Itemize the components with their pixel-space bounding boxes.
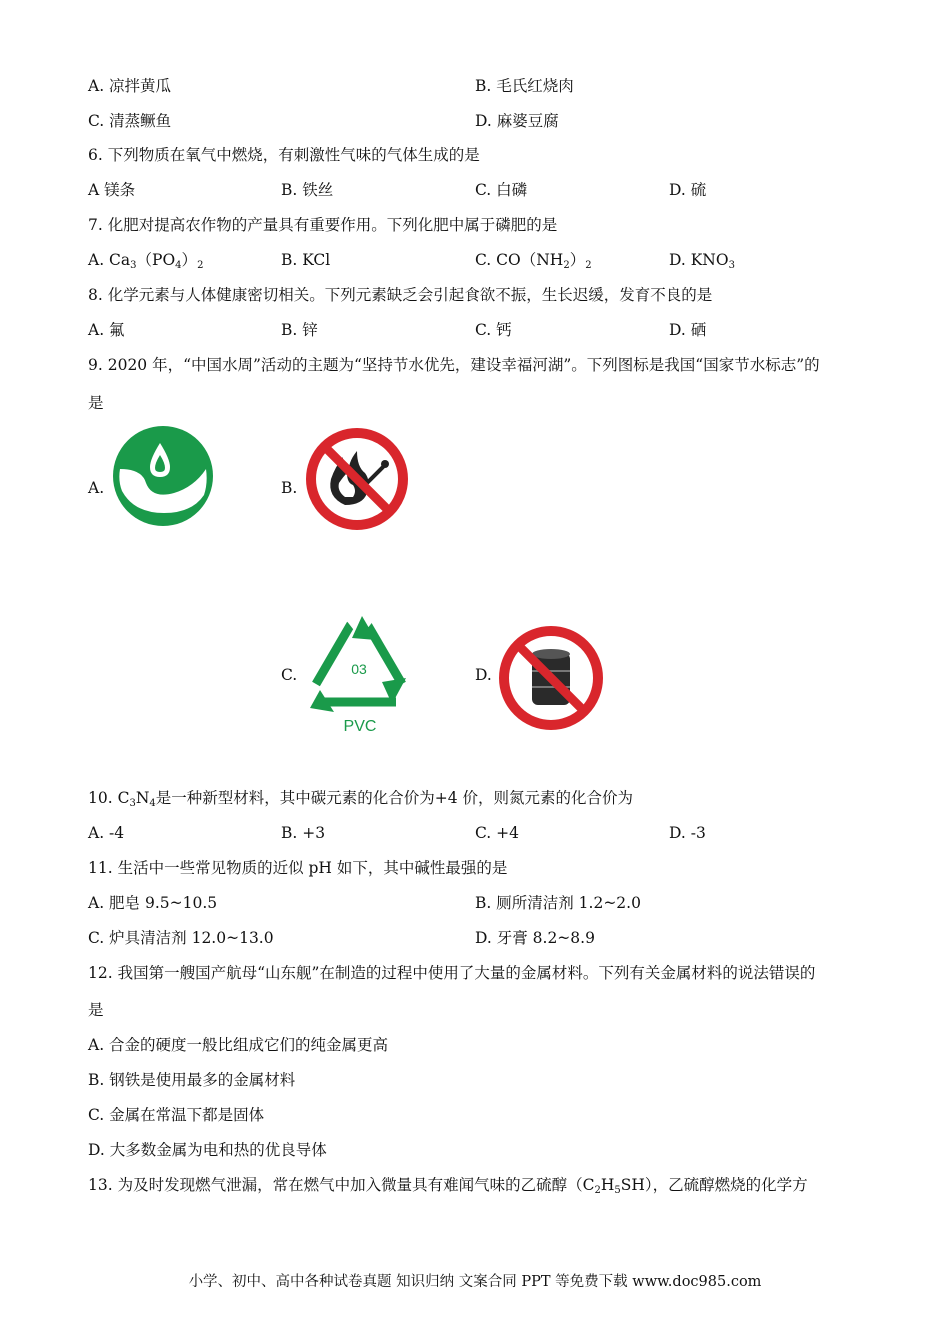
q11-option-c: C. 炉具清洁剂 12.0~13.0: [88, 929, 274, 947]
q11-option-d: D. 牙膏 8.2~8.9: [475, 929, 595, 947]
q6-option-c: C. 白磷: [475, 181, 528, 199]
q9-option-d-label: D.: [475, 666, 492, 684]
q10-stem: 10. $C_3N_4$是一种新型材料，其中碳元素的化合价为+4 价，则氮元素的化合价为: [88, 789, 634, 809]
q12-option-c: C. 金属在常温下都是固体: [88, 1106, 265, 1124]
q10-option-a: A. -4: [88, 824, 125, 842]
recycle-number: 03: [351, 661, 367, 677]
recycle-pvc-icon: [304, 612, 414, 742]
q5-option-a: A. 凉拌黄瓜: [88, 77, 172, 95]
q13-stem: 13. 为及时发现燃气泄漏，常在燃气中加入微量具有难闻气味的乙硫醇$(C_2H_5SH)$，乙硫醇燃烧的化学方: [88, 1176, 808, 1196]
water-saving-icon: [112, 425, 214, 531]
q5-option-c: C. 清蒸鳜鱼: [88, 112, 172, 130]
q5-option-b: B. 毛氏红烧肉: [475, 77, 574, 95]
q6-option-b: B. 铁丝: [281, 181, 334, 199]
q7-stem: 7. 化肥对提高农作物的产量具有重要作用。下列化肥中属于磷肥的是: [88, 216, 558, 234]
q7-option-d: D. $KNO_3$: [669, 251, 735, 271]
q9-stem-line2: 是: [88, 394, 104, 412]
page-footer: 小学、初中、高中各种试卷真题 知识归纳 文案合同 PPT 等免费下载 www.doc985.com: [188, 1274, 762, 1290]
q6-option-a: A 镁条: [88, 181, 136, 199]
q8-option-b: B. 锌: [281, 321, 318, 339]
q8-option-c: C. 钙: [475, 321, 512, 339]
q12-stem-line2: 是: [88, 1001, 104, 1019]
q12-option-d: D. 大多数金属为电和热的优良导体: [88, 1141, 327, 1159]
q8-stem: 8. 化学元素与人体健康密切相关。下列元素缺乏会引起食欲不振，生长迟缓，发育不良的是: [88, 286, 713, 304]
q11-stem: 11. 生活中一些常见物质的近似 pH 如下，其中碱性最强的是: [88, 859, 508, 877]
recycle-text: PVC: [343, 718, 377, 735]
q12-option-a: A. 合金的硬度一般比组成它们的纯金属更高: [88, 1036, 389, 1054]
q10-option-b: B. +3: [281, 824, 326, 842]
q9-option-a-label: A.: [88, 479, 105, 497]
q8-option-d: D. 硒: [669, 321, 707, 339]
q9-stem-line1: 9. 2020 年，“中国水周”活动的主题为“坚持节水优先，建设幸福河湖”。下列图标是我国“国家节水标志”的: [88, 356, 820, 374]
q7-option-c: C. $CO(NH_2)_2$: [475, 251, 592, 271]
q8-option-a: A. 氟: [88, 321, 125, 339]
q7-option-a: A. $Ca_3(PO_4)_2$: [88, 251, 204, 271]
q6-stem: 6. 下列物质在氧气中燃烧，有刺激性气味的气体生成的是: [88, 146, 480, 164]
no-fire-icon: [305, 427, 409, 535]
q12-option-b: B. 钢铁是使用最多的金属材料: [88, 1071, 296, 1089]
q7-option-b: B. KCl: [281, 251, 331, 269]
q6-option-d: D. 硫: [669, 181, 707, 199]
q11-option-a: A. 肥皂 9.5~10.5: [88, 894, 218, 912]
q9-option-b-label: B.: [281, 479, 298, 497]
q10-option-c: C. +4: [475, 824, 520, 842]
no-oil-drum-icon: [498, 625, 604, 735]
q11-option-b: B. 厕所清洁剂 1.2~2.0: [475, 894, 641, 912]
q10-option-d: D. -3: [669, 824, 706, 842]
q5-option-d: D. 麻婆豆腐: [475, 112, 559, 130]
q12-stem-line1: 12. 我国第一艘国产航母“山东舰”在制造的过程中使用了大量的金属材料。下列有关金属材料的说法错误的: [88, 964, 816, 982]
q9-option-c-label: C.: [281, 666, 298, 684]
